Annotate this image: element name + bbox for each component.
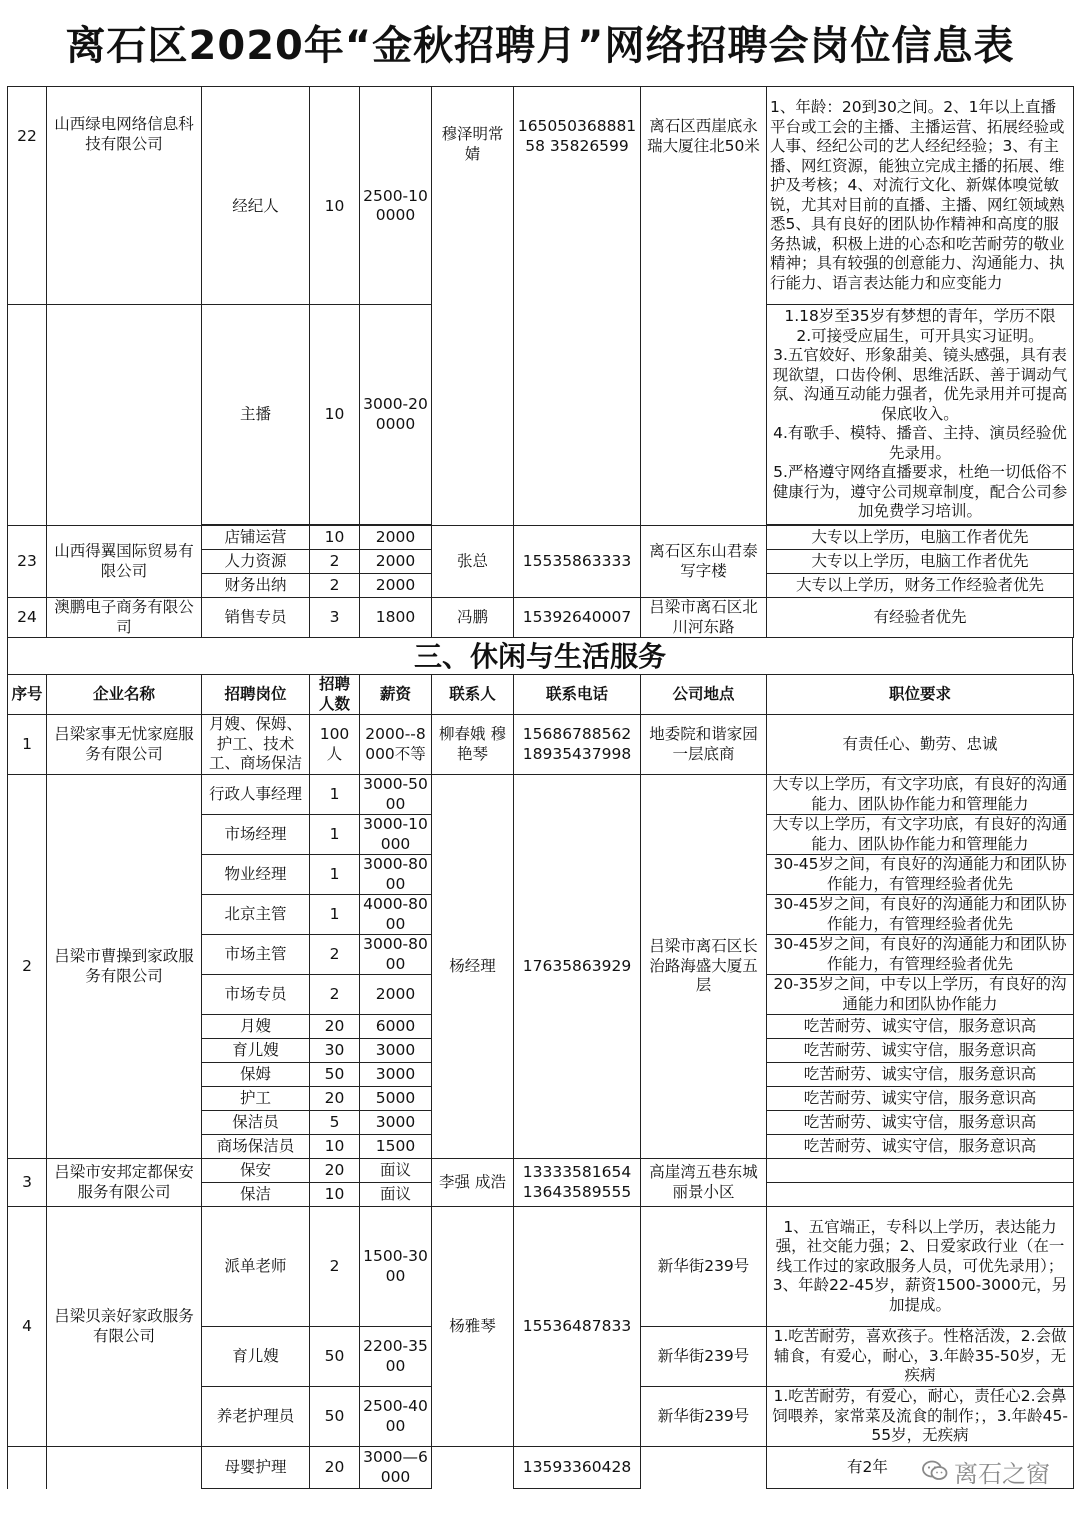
header-contact: 联系人 [432,675,514,715]
job-requirements: 有责任心、勤劳、忠诚 [767,715,1074,775]
job-title: 销售专员 [202,598,310,638]
contact-phone: 13593360428 [514,1447,641,1489]
job-title: 店铺运营 [202,526,310,550]
header-address: 公司地点 [641,675,767,715]
row-number: 22 [8,87,47,305]
job-title: 市场主管 [202,935,310,975]
headcount: 2 [310,550,360,574]
salary: 3000 [360,1111,432,1135]
headcount: 10 [310,109,360,305]
headcount: 10 [310,1135,360,1159]
salary: 6000 [360,1015,432,1039]
job-title: 育儿嫂 [202,1039,310,1063]
table-row [8,775,1074,815]
headcount: 20 [310,1087,360,1111]
salary: 面议 [360,1159,432,1183]
company-address: 新华街239号 [641,1327,767,1387]
headcount: 20 [310,1015,360,1039]
header-headcount: 招聘人数 [310,675,360,715]
header-requirements: 职位要求 [767,675,1074,715]
table-row [8,715,1074,775]
salary: 3000 [360,1039,432,1063]
headcount: 20 [310,1159,360,1183]
contact-phone: 15686788562 18935437998 [514,715,641,775]
row-number: 23 [8,526,47,598]
headcount: 2 [310,574,360,598]
salary: 2000 [360,550,432,574]
job-requirements: 有经验者优先 [767,598,1074,638]
headcount: 10 [310,526,360,550]
company-name: 山西绿电网络信息科技有限公司 [47,87,202,305]
headcount: 50 [310,1063,360,1087]
salary: 2000 [360,526,432,550]
job-title: 主播 [202,305,310,525]
salary: 2500-4000 [360,1387,432,1447]
job-requirements: 30-45岁之间，有良好的沟通能力和团队协作能力，有管理经验者优先 [767,895,1074,935]
contact-person: 杨经理 [432,775,514,1159]
salary: 2000 [360,975,432,1015]
job-requirements: 30-45岁之间，有良好的沟通能力和团队协作能力，有管理经验者优先 [767,855,1074,895]
job-requirements: 吃苦耐劳、诚实守信，服务意识高 [767,1063,1074,1087]
job-title: 人力资源 [202,550,310,574]
salary: 3000-200000 [360,305,432,525]
contact-person: 杨雅琴 [432,1207,514,1447]
job-title: 母婴护理 [202,1447,310,1489]
contact-phone: 16505036888158 35826599 [514,87,641,526]
job-title: 经纪人 [202,109,310,305]
job-requirements: 大专以上学历，有文字功底，有良好的沟通能力、团队协作能力和管理能力 [767,775,1074,815]
contact-phone: 15392640007 [514,598,641,638]
salary: 3000—6000 [360,1447,432,1489]
company-name: 吕梁家事无忧家庭服务有限公司 [47,715,202,775]
job-title: 北京主管 [202,895,310,935]
job-requirements: 有2年 [767,1447,1074,1489]
headcount: 1 [310,895,360,935]
contact-phone: 13333581654 13643589555 [514,1159,641,1207]
headcount: 1 [310,815,360,855]
job-title: 月嫂 [202,1015,310,1039]
headcount: 3 [310,598,360,638]
job-requirements: 30-45岁之间，有良好的沟通能力和团队协作能力，有管理经验者优先 [767,935,1074,975]
watermark [922,1454,1050,1488]
company-address: 离石区东山君泰写字楼 [641,526,767,598]
salary: 3000-5000 [360,775,432,815]
salary: 3000-8000 [360,935,432,975]
salary: 4000-8000 [360,895,432,935]
job-title: 行政人事经理 [202,775,310,815]
job-requirements: 1、五官端正，专科以上学历，表达能力强，社交能力强；2、日爱家政行业（在一线工作过的家政服务人员，可优先录用）；3、年龄22-45岁，薪资1500-3000元，另加提成。 [767,1207,1074,1327]
company-name: 山西得翼国际贸易有限公司 [47,526,202,598]
jobs-table-section3 [7,674,1074,1489]
job-requirements: 1.18岁至35岁有梦想的青年，学历不限 2.可接受应届生，可开具实习证明。 3.五官姣好、形象甜美、镜头感强，具有表现欲望，口齿伶俐、思维活跃、善于调动气氛、沟通互动能力强者，优先录用并可提高保底收入。 4.有歌手、模特、播音、主持、演员经验优先录用。 5.严格遵守网络直播要求，杜绝一切低俗不健康行为，遵守公司规章制度，配合公司参加免费学习培训。 [767,305,1074,525]
job-title: 商场保洁员 [202,1135,310,1159]
headcount: 2 [310,1207,360,1327]
watermark-text: 离石之窗 [954,1459,1050,1488]
job-title: 月嫂、保姆、护工、技术工、商场保洁 [202,715,310,775]
row-number: 4 [8,1207,47,1447]
jobs-table-part2 [7,86,1074,638]
header-company: 企业名称 [47,675,202,715]
job-requirements: 1、年龄：20到30之间。2、1年以上直播平台或工会的主播、主播运营、拓展经验或人事、经纪公司的艺人经纪经验；3、有主播、网红资源，能独立完成主播的拓展、维护及考核；4、对流行文化、新媒体嗅觉敏锐，尤其对目前的直播、主播、网红领域熟悉5、具有良好的团队协作精神和高度的服务热诚，积极上进的心态和吃苦耐劳的敬业精神；具有较强的创意能力、沟通能力、执行能力、语言表达能力和应变能力 [767,87,1074,305]
headcount: 30 [310,1039,360,1063]
company-name: 吕梁市安邦定都保安服务有限公司 [47,1159,202,1207]
job-requirements: 大专以上学历，电脑工作者优先 [767,550,1074,574]
table-header-row [8,675,1074,715]
contact-phone: 17635863929 [514,775,641,1159]
job-requirements: 大专以上学历，电脑工作者优先 [767,526,1074,550]
headcount: 2 [310,935,360,975]
row-number: 3 [8,1159,47,1207]
job-requirements: 大专以上学历，有文字功底，有良好的沟通能力、团队协作能力和管理能力 [767,815,1074,855]
job-requirements: 吃苦耐劳、诚实守信，服务意识高 [767,1015,1074,1039]
job-requirements [767,1159,1074,1183]
salary: 1500-3000 [360,1207,432,1327]
table-row [8,1447,1074,1489]
salary: 2000 [360,574,432,598]
salary: 面议 [360,1183,432,1207]
job-title: 保洁员 [202,1111,310,1135]
headcount: 1 [310,855,360,895]
company-address: 吕梁市离石区长治路海盛大厦五层 [641,775,767,1159]
salary: 3000-8000 [360,855,432,895]
job-requirements [767,1183,1074,1207]
company-address: 地委院和谐家园一层底商 [641,715,767,775]
contact-person: 柳春娥 穆艳琴 [432,715,514,775]
job-requirements: 吃苦耐劳、诚实守信，服务意识高 [767,1039,1074,1063]
contact-person: 冯鹏 [432,598,514,638]
salary: 1500 [360,1135,432,1159]
header-position: 招聘岗位 [202,675,310,715]
salary: 3000 [360,1063,432,1087]
salary: 2200-3500 [360,1327,432,1387]
job-requirements: 大专以上学历，财务工作经验者优先 [767,574,1074,598]
headcount: 50 [310,1387,360,1447]
company-address: 新华街239号 [641,1207,767,1327]
contact-person: 穆泽明常婧 [432,87,514,526]
contact-phone: 15535863333 [514,526,641,598]
header-phone: 联系电话 [514,675,641,715]
company-address: 高崖湾五巷东城丽景小区 [641,1159,767,1207]
job-title: 保姆 [202,1063,310,1087]
contact-person: 张总 [432,526,514,598]
headcount: 100人 [310,715,360,775]
table-row [8,1159,1074,1183]
company-address: 吕梁市离石区北川河东路 [641,598,767,638]
job-requirements: 1.吃苦耐劳，有爱心，耐心，责任心2.会鼻饲喂养，家常菜及流食的制作；，3.年龄45-55岁，无疾病 [767,1387,1074,1447]
header-salary: 薪资 [360,675,432,715]
job-title: 派单老师 [202,1207,310,1327]
page-title: 离石区2020年“金秋招聘月”网络招聘会岗位信息表 [65,23,1015,69]
job-requirements: 吃苦耐劳、诚实守信，服务意识高 [767,1111,1074,1135]
wechat-icon [922,1460,948,1482]
job-requirements: 1.吃苦耐劳，喜欢孩子。性格活泼，2.会做辅食，有爱心，耐心，3.年龄35-50岁，无疾病 [767,1327,1074,1387]
company-address: 离石区西崖底永瑞大厦往北50米 [641,87,767,526]
job-requirements: 吃苦耐劳、诚实守信，服务意识高 [767,1087,1074,1111]
job-title: 物业经理 [202,855,310,895]
salary: 2000--8000不等 [360,715,432,775]
job-title: 保洁 [202,1183,310,1207]
job-title: 市场专员 [202,975,310,1015]
company-name: 澳鹏电子商务有限公司 [47,598,202,638]
headcount: 20 [310,1447,360,1489]
job-title: 财务出纳 [202,574,310,598]
headcount: 10 [310,305,360,525]
section-title: 三、休闲与生活服务 [7,638,1073,674]
row-number: 24 [8,598,47,638]
contact-person: 李强 成浩 [432,1159,514,1207]
job-title: 保安 [202,1159,310,1183]
job-title: 市场经理 [202,815,310,855]
job-title: 护工 [202,1087,310,1111]
headcount: 2 [310,975,360,1015]
headcount: 1 [310,775,360,815]
headcount: 5 [310,1111,360,1135]
headcount: 10 [310,1183,360,1207]
job-title: 养老护理员 [202,1387,310,1447]
salary: 1800 [360,598,432,638]
job-requirements: 20-35岁之间，中专以上学历，有良好的沟通能力和团队协作能力 [767,975,1074,1015]
headcount: 50 [310,1327,360,1387]
row-number: 2 [8,775,47,1159]
salary: 2500-100000 [360,109,432,305]
header-no: 序号 [8,675,47,715]
company-name: 吕梁贝亲好家政服务有限公司 [47,1207,202,1447]
company-address: 新华街239号 [641,1387,767,1447]
salary: 3000-10000 [360,815,432,855]
job-requirements: 吃苦耐劳、诚实守信，服务意识高 [767,1135,1074,1159]
table-row [8,1207,1074,1327]
contact-phone: 15536487833 [514,1207,641,1447]
company-name: 吕梁市曹操到家政服务有限公司 [47,775,202,1159]
row-number: 1 [8,715,47,775]
job-title: 育儿嫂 [202,1327,310,1387]
salary: 5000 [360,1087,432,1111]
